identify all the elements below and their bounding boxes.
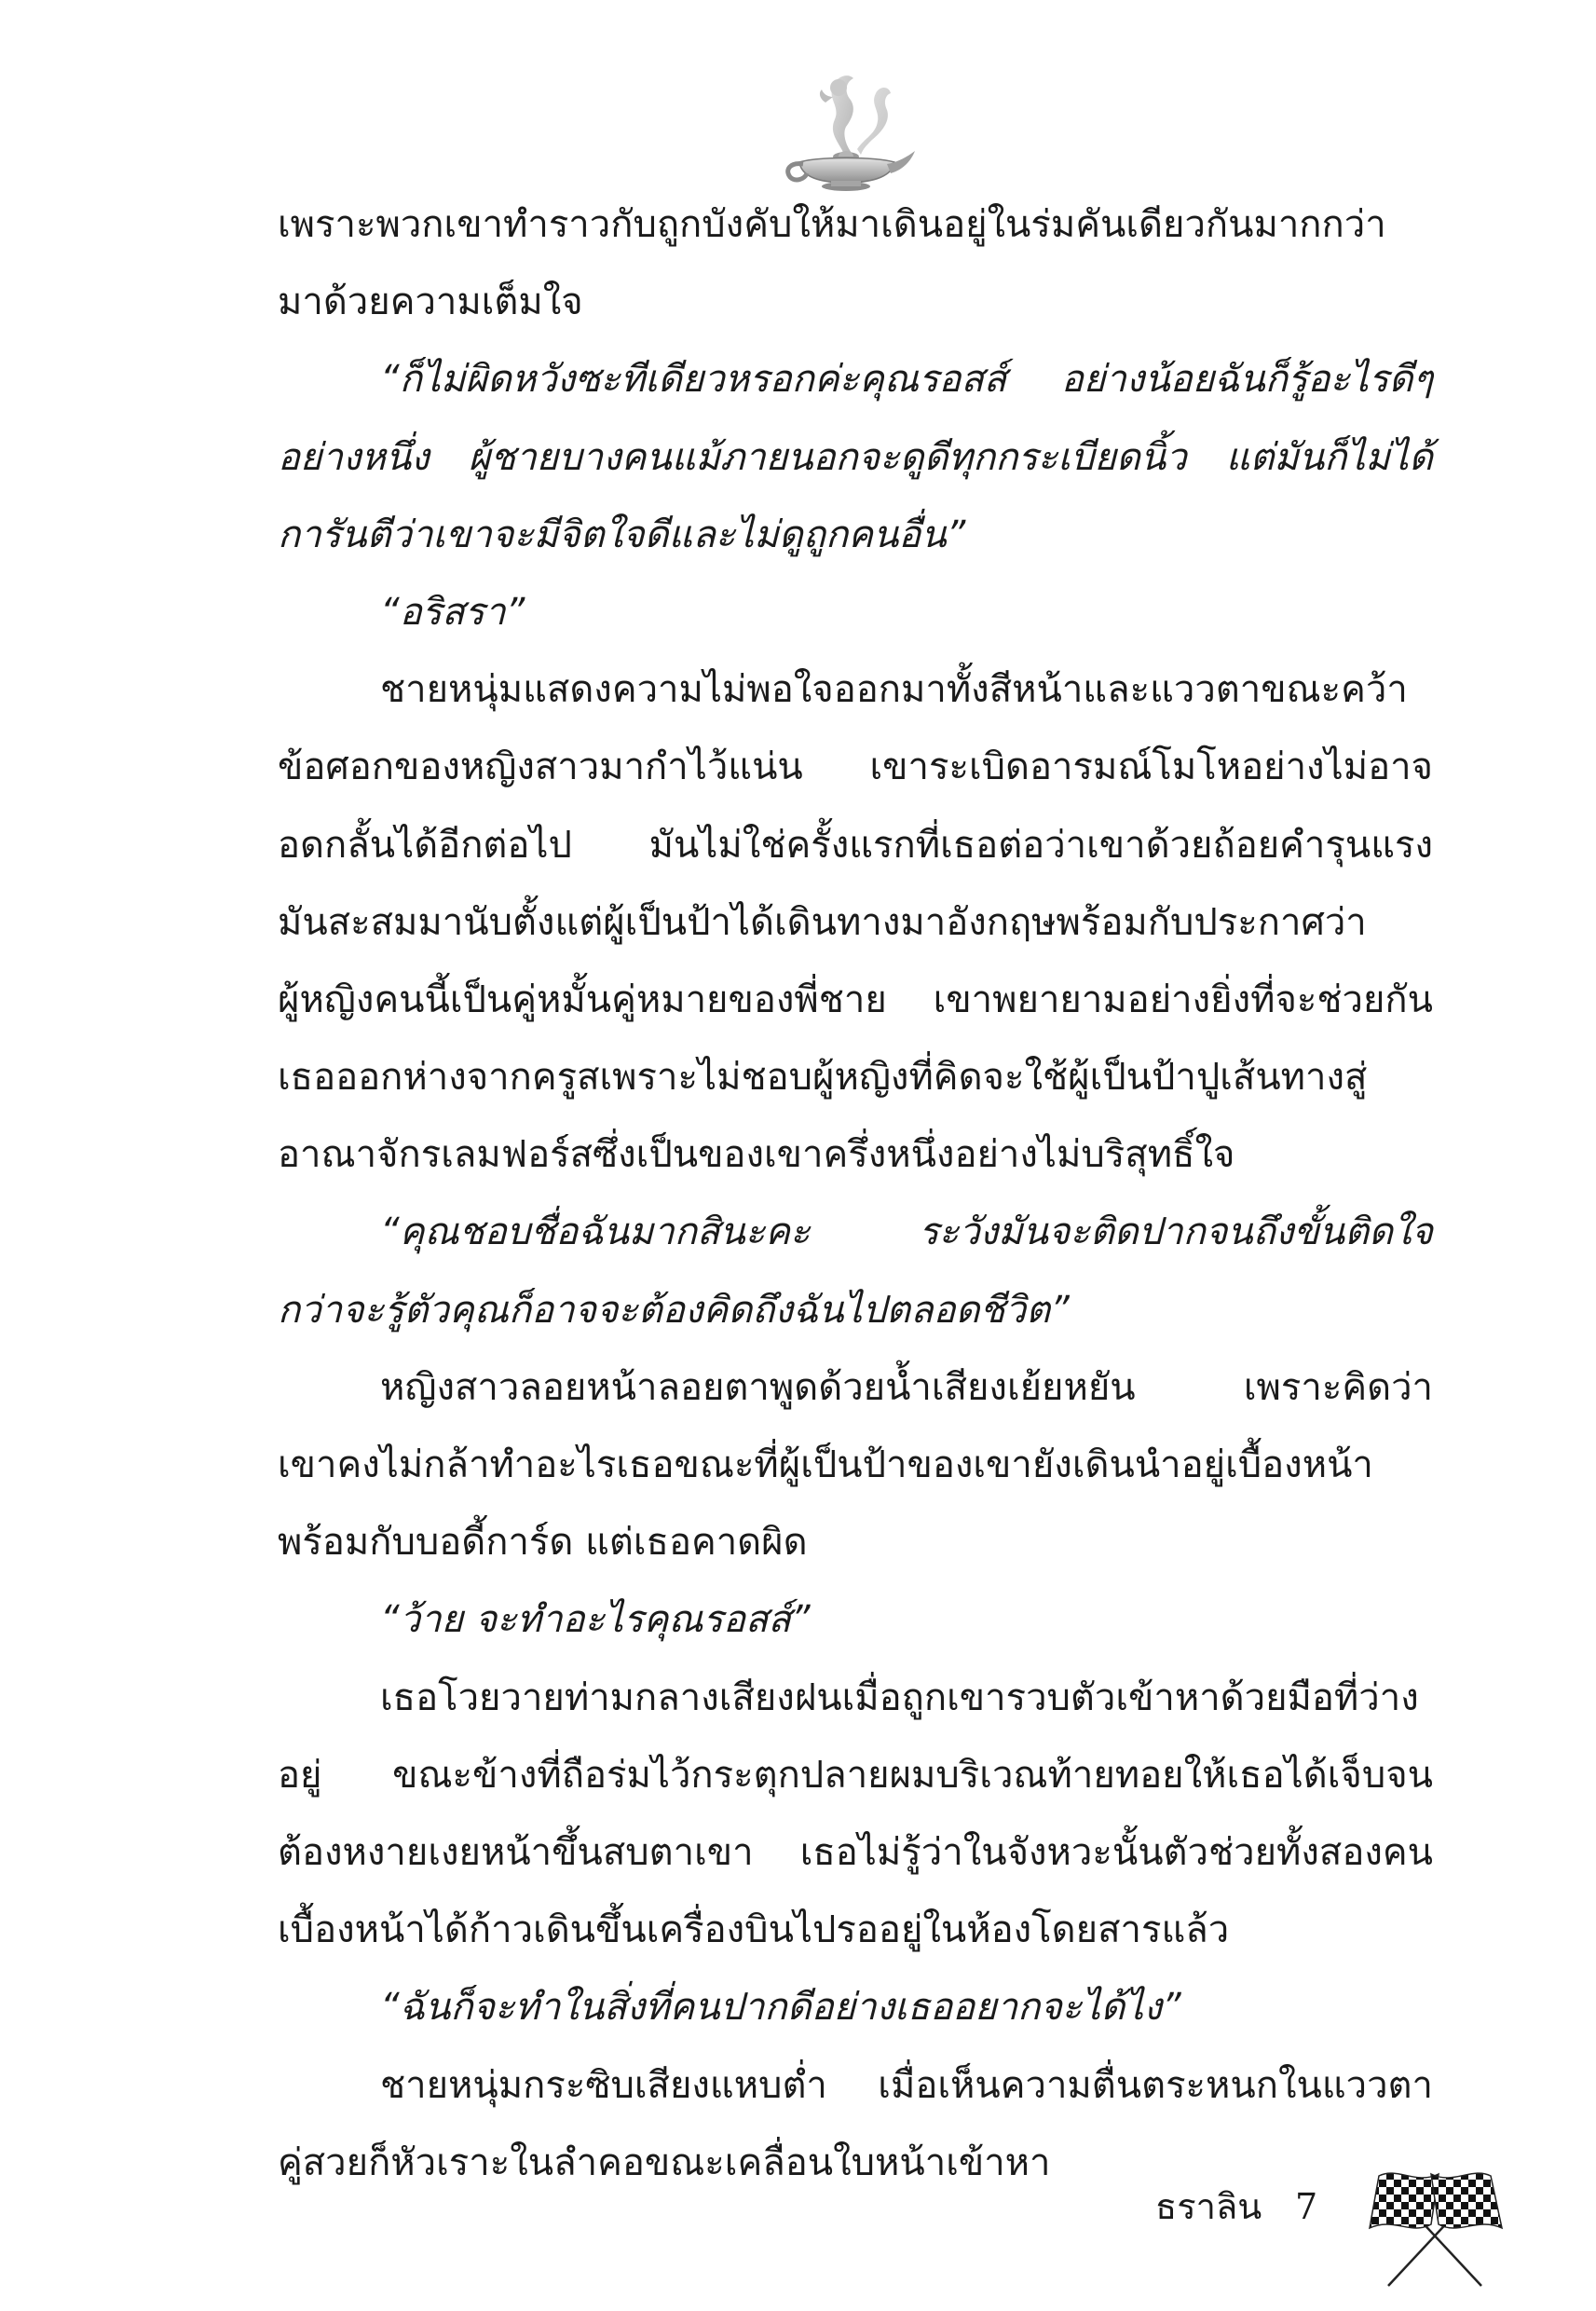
text-line: ผู้หญิงคนนี้เป็นคู่หมั้นคู่หมายของพี่ชาย เขาพยายามอย่างยิ่งที่จะช่วยกัน — [278, 978, 1433, 1021]
author-name: ธราลิน — [1155, 2186, 1262, 2227]
text-line: อยู่ ขณะข้างที่ถือร่มไว้กระตุกปลายผมบริเวณท้ายทอยให้เธอได้เจ็บจน — [278, 1753, 1433, 1797]
text-line: เบื้องหน้าได้ก้าวเดินขึ้นเครื่องบินไปรออยู่ในห้องโดยสารแล้ว — [278, 1908, 1230, 1952]
text-line: เธอออกห่างจากครูสเพราะไม่ชอบผู้หญิงที่คิดจะใช้ผู้เป็นป้าปูเส้นทางสู่ — [278, 1056, 1368, 1100]
text-line: เขาคงไม่กล้าทำอะไรเธอขณะที่ผู้เป็นป้าของเขายังเดินนำอยู่เบื้องหน้า — [278, 1443, 1373, 1486]
page-number: 7 — [1295, 2186, 1318, 2227]
text-line: ชายหนุ่มแสดงความไม่พอใจออกมาทั้งสีหน้าและแววตาขณะคว้า — [380, 668, 1408, 712]
text-line: มาด้วยความเต็มใจ — [278, 280, 583, 324]
text-line: “คุณชอบชื่อฉันมากสินะคะ ระวังมันจะติดปากจนถึงขั้นติดใจ — [380, 1210, 1433, 1254]
text-line: เพราะพวกเขาทำราวกับถูกบังคับให้มาเดินอยู่ในร่มคันเดียวกันมากกว่า — [278, 203, 1386, 246]
text-line: ข้อศอกของหญิงสาวมากำไว้แน่น เขาระเบิดอารมณ์โมโหอย่างไม่อาจ — [278, 745, 1433, 789]
text-line: อย่างหนึ่ง ผู้ชายบางคนแม้ภายนอกจะดูดีทุกกระเบียดนิ้ว แต่มันก็ไม่ได้ — [278, 435, 1433, 479]
text-line: มันสะสมมานับตั้งแต่ผู้เป็นป้าได้เดินทางมาอังกฤษพร้อมกับประกาศว่า — [278, 900, 1367, 944]
text-line: การันตีว่าเขาจะมีจิตใจดีและไม่ดูถูกคนอื่น” — [278, 513, 966, 556]
body-text — [278, 186, 1433, 2202]
checkered-flags-icon — [1342, 2157, 1528, 2288]
text-line: เธอโวยวายท่ามกลางเสียงฝนเมื่อถูกเขารวบตัวเข้าหาด้วยมือที่ว่าง — [380, 1675, 1419, 1719]
text-line: “ก็ไม่ผิดหวังซะทีเดียวหรอกค่ะคุณรอสส์ อย่างน้อยฉันก็รู้อะไรดีๆ — [380, 358, 1433, 402]
page-footer — [1155, 2157, 1547, 2288]
text-line: “ฉันก็จะทำในสิ่งที่คนปากดีอย่างเธออยากจะได้ไง” — [380, 1986, 1181, 2030]
text-line: คู่สวยก็หัวเราะในลำคอขณะเคลื่อนใบหน้าเข้าหา — [278, 2140, 1051, 2184]
text-line: อดกลั้นได้อีกต่อไป มันไม่ใช่ครั้งแรกที่เธอต่อว่าเขาด้วยถ้อยคำรุนแรง — [278, 823, 1433, 867]
text-line: อาณาจักรเลมฟอร์สซึ่งเป็นของเขาครึ่งหนึ่งอย่างไม่บริสุทธิ์ใจ — [278, 1133, 1235, 1177]
text-line: หญิงสาวลอยหน้าลอยตาพูดด้วยน้ำเสียงเย้ยหยัน เพราะคิดว่า — [380, 1365, 1433, 1409]
text-line: ชายหนุ่มกระซิบเสียงแหบต่ำ เมื่อเห็นความตื่นตระหนกในแววตา — [380, 2063, 1433, 2107]
text-line: กว่าจะรู้ตัวคุณก็อาจจะต้องคิดถึงฉันไปตลอดชีวิต” — [278, 1288, 1070, 1332]
text-line: “อริสรา” — [380, 590, 525, 634]
text-line: พร้อมกับบอดี้การ์ด แต่เธอคาดผิด — [278, 1521, 808, 1565]
text-line: “ว้าย จะทำอะไรคุณรอสส์” — [380, 1598, 811, 1642]
magic-lamp-icon — [771, 65, 921, 196]
text-line: ต้องหงายเงยหน้าขึ้นสบตาเขา เธอไม่รู้ว่าในจังหวะนั้นตัวช่วยทั้งสองคน — [278, 1830, 1433, 1874]
